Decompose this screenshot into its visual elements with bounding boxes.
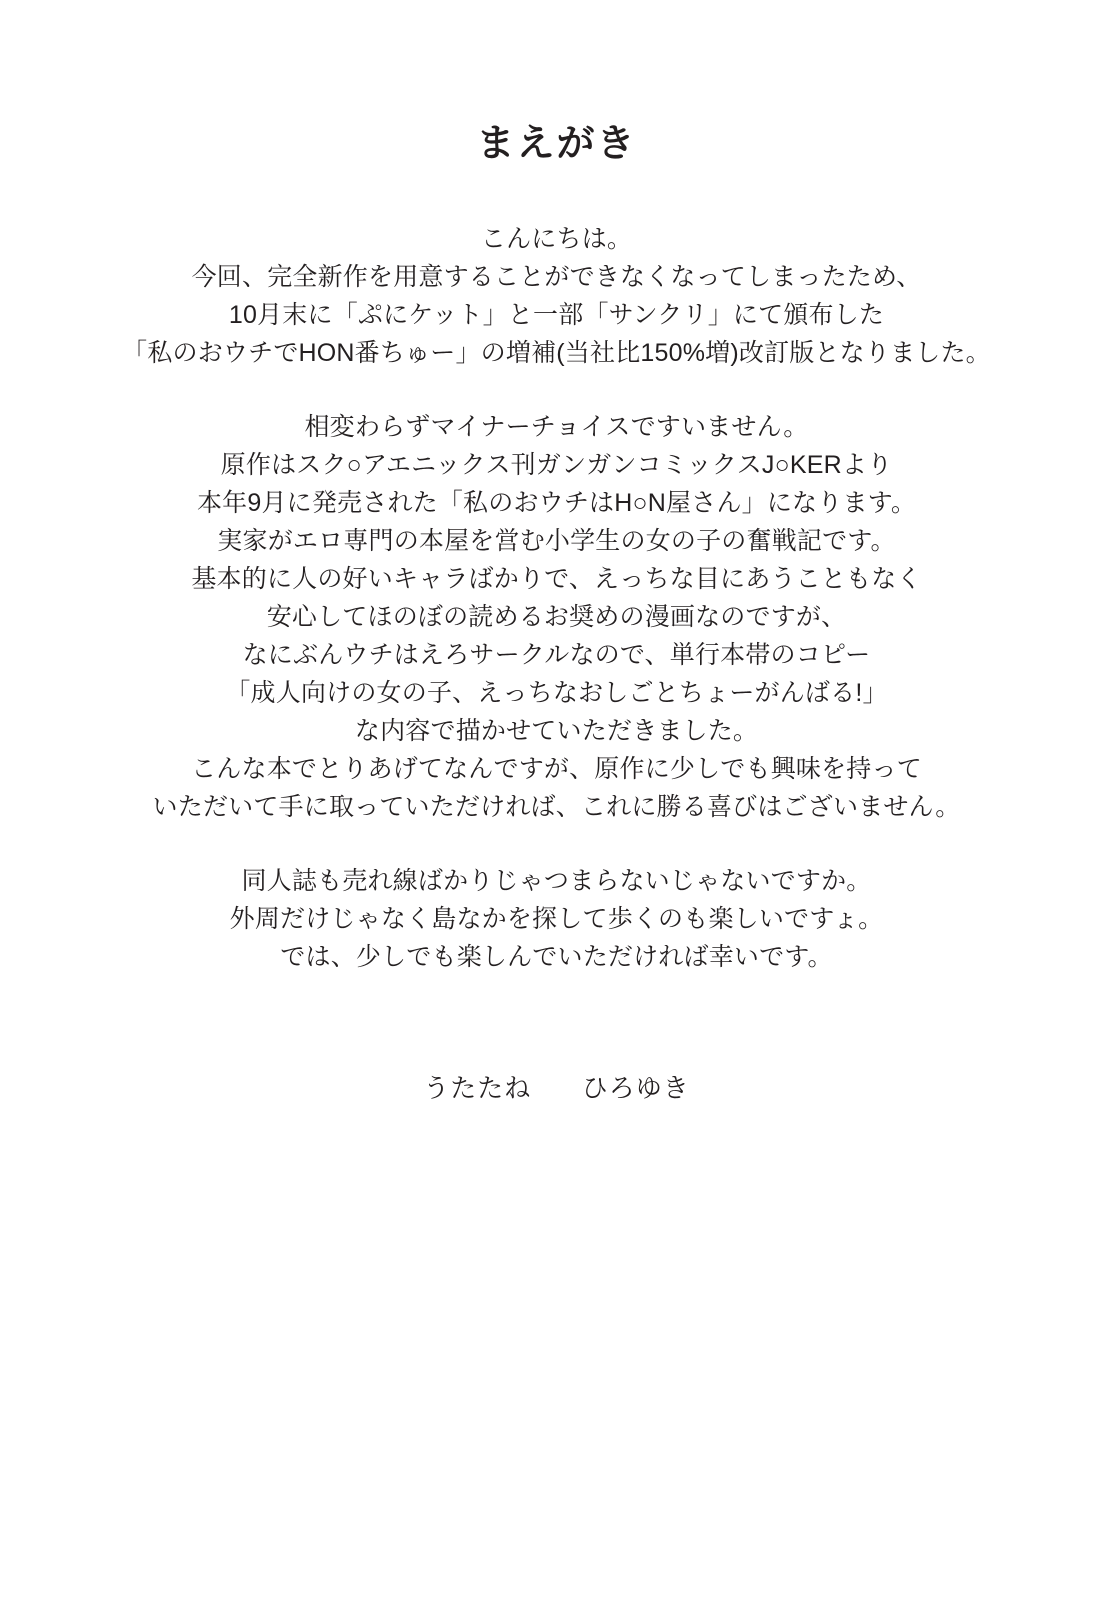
closing-paragraph [77,862,1037,976]
signature-author: ひろゆき [581,1072,690,1103]
main-line-2: 原作はスク○アエニックス刊ガンガンコミックスJ○KERより [220,450,893,479]
intro-paragraph [77,220,1037,372]
closing-line-2: 外周だけじゃなく島なかを探して歩くのも楽しいですょ。 [229,904,884,933]
intro-line-2: 今回、完全新作を用意することができなくなってしまったため、 [191,262,922,291]
main-line-8: 「成人向けの女の子、えっちなおしごとちょーがんばる!」 [225,678,888,707]
closing-line-1: 同人誌も売れ線ばかりじゃつまらないじゃないですか。 [241,866,872,895]
main-line-6: 安心してほのぼの読めるお奨めの漫画なのですが、 [266,602,847,631]
signature [77,1068,1037,1105]
page-title: まえがき [476,123,637,165]
main-line-1: 相変わらずマイナーチョイスですいません。 [304,412,809,441]
main-line-4: 実家がエロ専門の本屋を営む小学生の女の子の奮戦記です。 [217,526,896,555]
intro-line-1: こんにちは。 [480,224,633,253]
main-line-11: いただいて手に取っていただければ、これに勝る喜びはございません。 [152,792,961,821]
intro-line-3: 10月末に「ぷにケット」と一部「サンクリ」にて頒布した [228,300,885,329]
main-line-7: なにぶんウチはえろサークルなので、単行本帯のコピー [242,640,871,669]
main-line-3: 本年9月に発売された「私のおウチはH○N屋さん」になります。 [196,488,917,517]
main-line-9: な内容で描かせていただきました。 [354,716,759,745]
closing-line-3: では、少しでも楽しんでいただければ幸いです。 [280,942,833,971]
main-line-10: こんな本でとりあげてなんですが、原作に少しでも興味を持って [191,754,922,783]
intro-line-4: 「私のおウチでHON番ちゅー」の増補(当社比150%増)改訂版となりました。 [122,338,991,367]
main-paragraph [77,408,1037,826]
main-line-5: 基本的に人の好いキャラばかりで、えっちな目にあうこともなく [191,564,922,593]
signature-circle: うたたね [423,1072,532,1103]
